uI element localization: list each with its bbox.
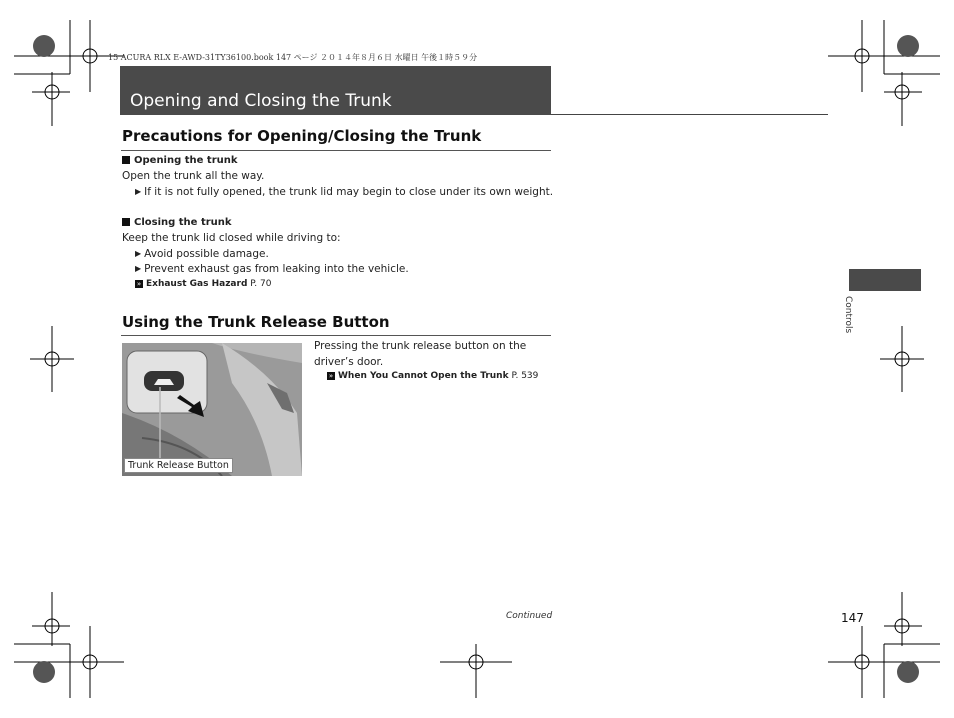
title-rule [551, 114, 828, 115]
side-tab-label: Controls [843, 296, 853, 334]
trunk-release-button-image [122, 343, 302, 476]
page-title: Opening and Closing the Trunk [130, 91, 392, 111]
section-heading-trunk-release: Using the Trunk Release Button [122, 313, 390, 331]
reference-label: When You Cannot Open the Trunk [338, 371, 509, 381]
trunk-release-text-line2: driver’s door. [314, 356, 384, 368]
print-info: 15 ACURA RLX E-AWD-31TY36100.book 147 ページ ２０１４年８月６日 水曜日 午後１時５９分 [108, 53, 478, 62]
continued-label: Continued [506, 611, 553, 621]
page-number: 147 [841, 611, 864, 625]
opening-bullet: ▶ If it is not fully opened, the trunk lid may begin to close under its own weight. [135, 186, 553, 198]
reference-arrow-icon: » [328, 372, 334, 380]
closing-bullet-1: ▶ Avoid possible damage. [135, 248, 269, 260]
exhaust-gas-reference-link[interactable] [135, 279, 271, 289]
section-rule [121, 335, 551, 336]
side-tab-marker [849, 269, 921, 291]
reference-page: P. 70 [250, 279, 272, 289]
subheading-closing: Closing the trunk [122, 217, 232, 228]
trunk-release-button-callout: Trunk Release Button [124, 458, 233, 473]
opening-text: Open the trunk all the way. [122, 170, 265, 182]
title-bar [120, 66, 551, 115]
cannot-open-trunk-reference-link[interactable] [327, 371, 538, 381]
section-rule [121, 150, 551, 151]
reference-page: P. 539 [511, 371, 539, 381]
subheading-opening: Opening the trunk [122, 155, 238, 166]
closing-bullet-2: ▶ Prevent exhaust gas from leaking into the vehicle. [135, 263, 409, 275]
closing-text: Keep the trunk lid closed while driving to: [122, 232, 341, 244]
reference-arrow-icon: » [136, 280, 142, 288]
section-heading-precautions: Precautions for Opening/Closing the Trunk [122, 127, 482, 145]
trunk-release-text-line1: Pressing the trunk release button on the [314, 340, 527, 352]
reference-label: Exhaust Gas Hazard [146, 279, 248, 289]
